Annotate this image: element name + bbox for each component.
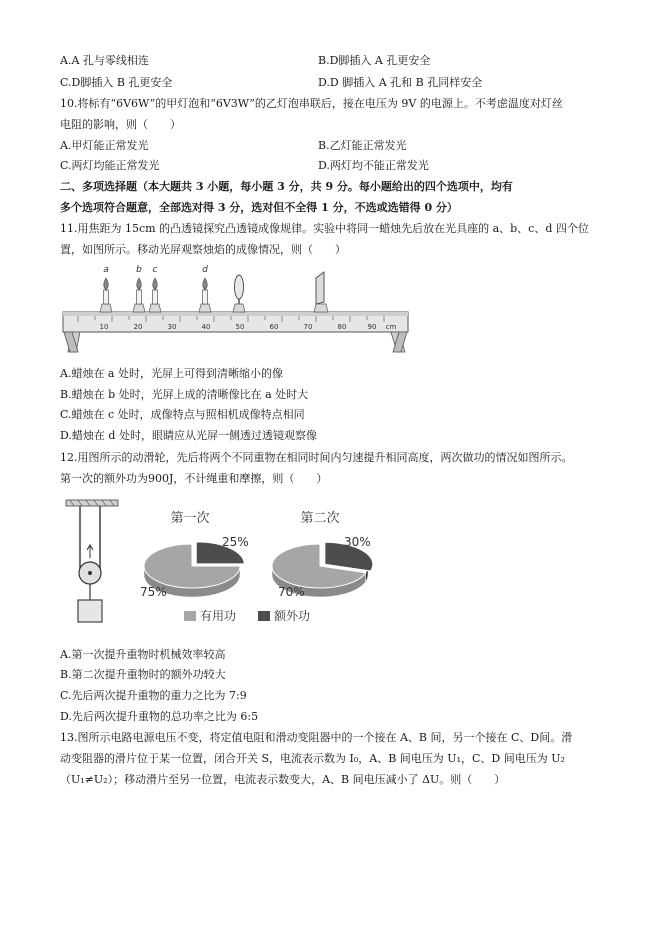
pie1-label-useful: 75% [140,585,167,599]
optical-bench-figure [58,262,418,354]
q11-option-a: A.蜡烛在 a 处时，光屏上可得到清晰缩小的像 [60,367,283,380]
tick-label: 80 [337,323,347,331]
q12-option-b: B.第二次提升重物时的额外功较大 [60,668,226,681]
q12-option-c: C.先后两次提升重物的重力之比为 7:9 [60,689,247,702]
q9-option-d: D.D 脚插入 A 孔和 B 孔同样安全 [318,76,483,89]
light-screen [314,272,328,312]
q11-option-d: D.蜡烛在 d 处时，眼睛应从光屏一侧透过透镜观察像 [60,429,317,442]
position-label-d: d [202,265,208,275]
tick-label: cm [385,323,397,331]
tick-label: 70 [303,323,313,331]
q13-stem-line2: 动变阻器的滑片位于某一位置，闭合开关 S，电流表示数为 I₀，A、B 间电压为 U₁，C、D 间电压为 U₂ [60,752,565,765]
section2-heading-line1: 二、多项选择题（本大题共 3 小题，每小题 3 分，共 9 分。每小题给出的四个选项中，均有 [60,180,513,193]
convex-lens [233,275,245,312]
tick-label: 30 [167,323,177,331]
q10-option-c: C.两灯均能正常发光 [60,159,160,172]
tick-label: 60 [269,323,279,331]
q11-option-c: C.蜡烛在 c 处时，成像特点与照相机成像特点相同 [60,408,305,421]
q12-option-d: D.先后两次提升重物的总功率之比为 6:5 [60,710,259,723]
legend-label-extra: 额外功 [274,609,311,623]
candle-b [133,278,145,312]
work-pie-charts [130,500,390,640]
candle-d [199,278,211,312]
tick-label: 20 [133,323,143,331]
legend-swatch-useful [184,611,196,621]
position-label-a: a [103,265,109,275]
candle-a [100,278,112,312]
q11-option-b: B.蜡烛在 b 处时，光屏上成的清晰像比在 a 处时大 [60,388,309,401]
tick-label: 40 [201,323,211,331]
pie2-title: 第二次 [300,511,340,526]
movable-pulley-figure [62,498,122,638]
q13-stem-line3: （U₁≠U₂）；移动滑片至另一位置，电流表示数变大，A、B 间电压减小了 ΔU。则（ ） [60,773,506,786]
q9-option-a: A.A 孔与零线相连 [60,54,149,67]
candle-c [149,278,161,312]
pie2-label-useful: 70% [278,585,305,599]
q10-option-d: D.两灯均不能正常发光 [318,159,429,172]
q10-option-b: B.乙灯能正常发光 [318,139,407,152]
pie1-title: 第一次 [170,511,210,526]
section2-heading-line2: 多个选项符合题意，全部选对得 3 分，选对但不全得 1 分，不选或选错得 0 分） [60,201,458,214]
q10-option-a: A.甲灯能正常发光 [60,139,149,152]
q10-stem-line1: 10.将标有“6V6W”的甲灯泡和“6V3W”的乙灯泡串联后，接在电压为 9V 的电源上。不考虑温度对灯丝 [60,97,563,110]
q9-option-c: C.D脚插入 B 孔更安全 [60,76,173,89]
q10-stem-line2: 电阻的影响，则（ ） [60,118,181,131]
q12-stem-line1: 12.用图所示的动滑轮，先后将两个不同重物在相同时间内匀速提升相同高度，两次做功的情况如图所示。 [60,451,573,464]
q11-stem-line2: 置，如图所示。移动光屏观察烛焰的成像情况，则（ ） [60,243,346,256]
pie1-label-extra: 25% [222,535,249,549]
position-label-b: b [136,265,142,275]
legend-label-useful: 有用功 [200,609,237,623]
q12-stem-line2: 第一次的额外功为900J，不计绳重和摩擦，则（ ） [60,472,328,485]
position-label-c: c [152,265,158,275]
legend-swatch-extra [258,611,270,621]
q9-option-b: B.D脚插入 A 孔更安全 [318,54,431,67]
q12-option-a: A.第一次提升重物时机械效率较高 [60,648,226,661]
pie2-label-extra: 30% [344,535,371,549]
q13-stem-line1: 13.图所示电路电源电压不变，将定值电阻和滑动变阻器中的一个接在 A、B 间，另一个接在 C、D间。滑 [60,731,573,744]
tick-label: 10 [99,323,109,331]
tick-label: 90 [367,323,377,331]
tick-label: 50 [235,323,245,331]
q11-stem-line1: 11.用焦距为 15cm 的凸透镜探究凸透镜成像规律。实验中将同一蜡烛先后放在光具座的 a、b、c、d 四个位 [60,222,589,235]
